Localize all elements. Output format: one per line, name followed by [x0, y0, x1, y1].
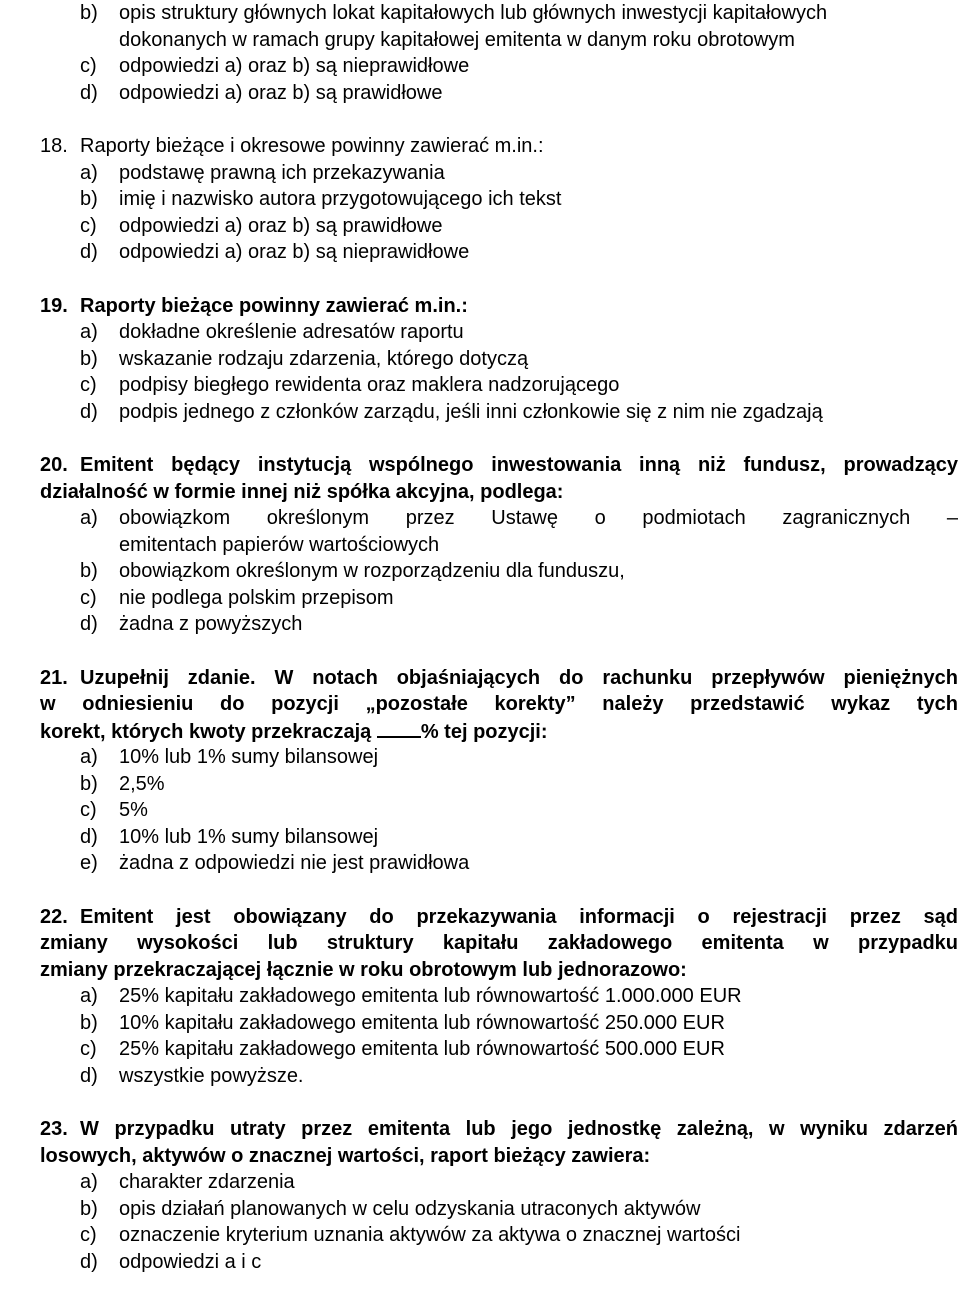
option-text: odpowiedzi a i c: [119, 1250, 262, 1273]
option-text: dokładne określenie adresatów raportu: [119, 321, 464, 343]
question-text-continued: [40, 718, 958, 745]
option-text: 10% lub 1% sumy bilansowej: [119, 746, 379, 768]
option-letter: d): [80, 241, 98, 263]
option-letter: b): [80, 347, 98, 370]
option-letter: b): [80, 1197, 98, 1220]
option-letter: d): [80, 825, 98, 848]
fill-in-blank: [377, 718, 421, 738]
option-letter: b): [80, 2, 98, 24]
option-text: 2,5%: [119, 772, 165, 795]
option-d: [40, 611, 958, 638]
option-text: podpisy biegłego rewidenta oraz maklera nadzorującego: [119, 374, 620, 396]
option-b: [40, 186, 958, 213]
question-number: 19.: [40, 294, 68, 317]
option-letter: c): [80, 55, 97, 77]
option-c: [40, 585, 958, 612]
option-letter: a): [80, 507, 98, 529]
question-text-after-blank: % tej pozycji:: [420, 720, 548, 743]
option-d: [40, 80, 958, 107]
option-b: [40, 771, 958, 798]
question-text: Emitent jest obowiązany do przekazywania informacji o rejestracji przez sąd: [80, 905, 958, 928]
question-header: [40, 904, 958, 931]
question-number: 18.: [40, 135, 68, 157]
option-a: [40, 160, 958, 187]
option-a: [40, 319, 958, 346]
option-text: wszystkie powyższe.: [119, 1064, 304, 1087]
option-text: wskazanie rodzaju zdarzenia, którego dotyczą: [119, 347, 529, 370]
question-text-continued: zmiany przekraczającej łącznie w roku obrotowym lub jednorazowo:: [40, 958, 687, 981]
option-text: 10% kapitału zakładowego emitenta lub równowartość 250.000 EUR: [119, 1011, 725, 1034]
document-page: [40, 0, 958, 1275]
option-c: [40, 213, 958, 240]
option-d: [40, 239, 958, 266]
option-letter: d): [80, 81, 98, 104]
option-e: [40, 850, 958, 877]
option-letter: b): [80, 1011, 98, 1034]
option-d: [40, 1249, 958, 1276]
option-b: [40, 1196, 958, 1223]
option-a: [40, 1169, 958, 1196]
question-text: Raporty bieżące powinny zawierać m.in.:: [80, 294, 468, 317]
option-d: [40, 399, 958, 426]
question-19: [40, 293, 958, 426]
option-letter: c): [80, 586, 97, 609]
question-header: [40, 133, 958, 160]
option-letter: a): [80, 1171, 98, 1193]
option-text: charakter zdarzenia: [119, 1171, 295, 1193]
option-c: [40, 1222, 958, 1249]
question-text-continued: działalność w formie innej niż spółka akcyjna, podlega:: [40, 480, 564, 503]
option-b-continued: [40, 27, 958, 54]
option-a: [40, 983, 958, 1010]
top-options: [40, 0, 958, 106]
option-letter: d): [80, 400, 98, 423]
option-text: odpowiedzi a) oraz b) są prawidłowe: [119, 214, 443, 237]
question-number: 22.: [40, 905, 68, 928]
question-header: [40, 1116, 958, 1143]
option-text: odpowiedzi a) oraz b) są nieprawidłowe: [119, 241, 470, 263]
question-text: Emitent będący instytucją wspólnego inwestowania inną niż fundusz, prowadzący: [80, 454, 958, 476]
option-text: oznaczenie kryterium uznania aktywów za aktywa o znacznej wartości: [119, 1224, 741, 1246]
question-text-before-blank: korekt, których kwoty przekraczają: [40, 720, 377, 743]
option-c: [40, 53, 958, 80]
option-b: [40, 1010, 958, 1037]
option-letter: c): [80, 214, 97, 237]
option-b: [40, 558, 958, 585]
option-letter: d): [80, 1250, 98, 1273]
option-letter: d): [80, 613, 98, 635]
question-23: [40, 1116, 958, 1275]
question-header: [40, 452, 958, 479]
question-text-continued: w odniesieniu do pozycji „pozostałe korekty” należy przedstawić wykaz tych: [40, 693, 958, 715]
option-text: obowiązkom określonym przez Ustawę o podmiotach zagranicznych –: [119, 507, 958, 529]
question-number: 23.: [40, 1118, 68, 1140]
option-text: dokonanych w ramach grupy kapitałowej emitenta w danym roku obrotowym: [119, 28, 795, 51]
option-text: 5%: [119, 799, 148, 821]
option-a: [40, 744, 958, 771]
option-a-continued: [40, 532, 958, 559]
option-text: 25% kapitału zakładowego emitenta lub równowartość 1.000.000 EUR: [119, 985, 742, 1007]
option-c: [40, 797, 958, 824]
option-text: opis struktury głównych lokat kapitałowych lub głównych inwestycji kapitałowych: [119, 2, 828, 24]
option-letter: a): [80, 985, 98, 1007]
option-text: podpis jednego z członków zarządu, jeśli inni członkowie się z nim nie zgadzają: [119, 400, 823, 423]
option-letter: d): [80, 1064, 98, 1087]
option-letter: a): [80, 161, 98, 184]
option-text: podstawę prawną ich przekazywania: [119, 161, 445, 184]
option-text: żadna z odpowiedzi nie jest prawidłowa: [119, 852, 470, 874]
option-letter: c): [80, 1038, 97, 1060]
option-b: [40, 346, 958, 373]
option-d: [40, 1063, 958, 1090]
option-letter: e): [80, 852, 98, 874]
question-20: [40, 452, 958, 638]
option-letter: b): [80, 188, 98, 210]
option-text: żadna z powyższych: [119, 613, 303, 635]
option-letter: c): [80, 1224, 97, 1246]
question-text: W przypadku utraty przez emitenta lub jego jednostkę zależną, w wyniku zdarzeń: [80, 1118, 958, 1140]
option-a: [40, 505, 958, 532]
option-letter: c): [80, 799, 97, 821]
question-number: 20.: [40, 454, 68, 476]
option-text: opis działań planowanych w celu odzyskania utraconych aktywów: [119, 1197, 701, 1220]
option-text: nie podlega polskim przepisom: [119, 586, 394, 609]
option-text: odpowiedzi a) oraz b) są prawidłowe: [119, 81, 443, 104]
question-text: Uzupełnij zdanie. W notach objaśniających do rachunku przepływów pieniężnych: [80, 666, 958, 689]
option-c: [40, 1036, 958, 1063]
question-22: [40, 904, 958, 1090]
option-text: emitentach papierów wartościowych: [119, 533, 440, 556]
option-text: 25% kapitału zakładowego emitenta lub równowartość 500.000 EUR: [119, 1038, 725, 1060]
option-letter: a): [80, 746, 98, 768]
option-text: obowiązkom określonym w rozporządzeniu dla funduszu,: [119, 560, 625, 582]
question-header: [40, 665, 958, 692]
option-letter: b): [80, 560, 98, 582]
option-letter: c): [80, 374, 97, 396]
option-letter: a): [80, 321, 98, 343]
question-text: Raporty bieżące i okresowe powinny zawierać m.in.:: [80, 135, 544, 157]
option-c: [40, 372, 958, 399]
question-header: [40, 293, 958, 320]
question-number: 21.: [40, 666, 68, 689]
question-text-continued: zmiany wysokości lub struktury kapitału zakładowego emitenta w przypadku: [40, 932, 958, 954]
option-b: [40, 0, 958, 27]
option-d: [40, 824, 958, 851]
question-21: [40, 665, 958, 877]
option-text: odpowiedzi a) oraz b) są nieprawidłowe: [119, 55, 470, 77]
option-text: imię i nazwisko autora przygotowującego ich tekst: [119, 188, 562, 210]
question-text-continued: losowych, aktywów o znacznej wartości, raport bieżący zawiera:: [40, 1144, 651, 1167]
question-18: [40, 133, 958, 266]
option-text: 10% lub 1% sumy bilansowej: [119, 825, 379, 848]
option-letter: b): [80, 772, 98, 795]
